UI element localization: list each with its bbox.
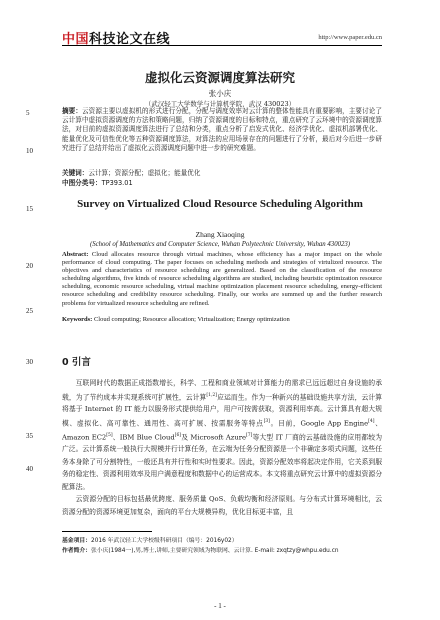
keywords-text: 云计算；资源分配；虚拟化；能量优化	[88, 169, 201, 177]
keywords-label: 关键词：	[62, 169, 89, 177]
citation[interactable]: [4]	[368, 418, 375, 424]
english-keywords	[62, 316, 382, 323]
classification-label: 中图分类号：	[62, 179, 102, 187]
line-number: 10	[26, 147, 33, 155]
text-run: 等大型 IT 厂商的云基础设施的应用都较为广泛。云计算系统一般执行大规模并行计算任务，在云端为任务分配资源是一个非确定多项式问题，这些任务本身除了可分割特性，一般还具有并行性和实时性要求。因此，资源分配效率将起决定作用，它关系到服务的稳定性、资源利用效率及用户满意程度和数据中心的运营成本。本文将重点研究云计算中的虚拟资源分配算法。	[62, 432, 382, 491]
citation[interactable]: [5]	[106, 432, 113, 438]
classification-value: TP393.01	[101, 179, 133, 187]
logo-black-text: 科技论文在线	[89, 32, 171, 47]
abstract-text: 云资源主要以虚拟机的形式进行分配，分配与调度效率对云计算的整体性能具有重要影响，主要讨论了云计算中虚拟资源调度的方法和策略问题，归纳了资源调度的目标和特点，重点研究了云环境中的资源调度算法，对目前的虚拟资源调度算法进行了总结和分类，重点分析了启发式优化、经济学优化、虚拟机部署优化、能量优化及可信性优化等五种资源调度算法，对算法的应用场景存在的问题进行了分析，最后对今后进一步研究进行了总结并给出了虚拟化云资源调度问题中进一步的研究难题。	[62, 107, 383, 152]
footnote-label: 基金项目：	[62, 538, 91, 544]
text-run: 应运而生。作为一种新兴的基础设施共享方法，云计算将基于 Internet 的 IT 能力以服务形式提供给用户，用户可按需获取，资源利用率高。云计算具有超大规模、虚拟化、高可靠性、通用性、高可扩展、按需服务等特点	[62, 392, 383, 428]
citation[interactable]: [6]	[174, 432, 182, 438]
footnote-text: 张小庆(1984一),男,博士,讲师,主要研究领域为物联网、云计算. E-mail: zxqtzy@whpu.edu.cn	[91, 548, 339, 554]
logo-red-text: 中国	[62, 32, 90, 47]
line-number: 20	[26, 262, 33, 270]
line-number: 35	[26, 432, 33, 440]
abstract-label: Abstract:	[62, 251, 89, 258]
chinese-abstract	[62, 107, 382, 153]
site-url[interactable]: http://www.paper.edu.cn	[318, 34, 382, 41]
text-run: 及 Microsoft Azure	[181, 432, 246, 441]
citation[interactable]: [7]	[245, 432, 253, 438]
english-author: Zhang Xiaoqing	[195, 230, 245, 239]
footnote-label: 作者简介：	[62, 548, 91, 554]
body-text	[62, 377, 382, 518]
text-run: 、IBM Blue Cloud	[112, 432, 175, 441]
chinese-author: 张小庆	[208, 89, 232, 98]
line-number: 40	[26, 465, 33, 473]
classification-number	[62, 177, 133, 187]
text-run: 、Amazon EC2	[62, 419, 383, 441]
line-number: 25	[26, 307, 33, 315]
text-run: 。目前，Google App Engine	[269, 419, 369, 428]
line-number: 15	[26, 205, 33, 213]
paragraph	[62, 377, 382, 493]
chinese-keywords	[62, 167, 200, 177]
footnote-rule	[62, 531, 152, 532]
section-heading: 0 引言	[62, 357, 91, 368]
keywords-label: Keywords:	[62, 316, 93, 323]
footnote-author	[62, 545, 392, 554]
page-number: - 1 -	[214, 602, 226, 610]
english-title: Survey on Virtualized Cloud Resource Scheduling Algorithm	[77, 198, 363, 210]
keywords-text: Cloud computing; Resource allocation; Virtualization; Energy optimization	[93, 316, 290, 323]
citation[interactable]: [3]	[263, 418, 270, 424]
text-run: 互联网时代的数据正成指数增长，科学、工程和商业领域对计算能力的需求已远远超过自身设施的承载，为了节约成本并实现系统可扩展性，云计算	[62, 379, 382, 401]
footnote-text: 2016 年武汉轻工大学校级科研项目（编号：2016y02）	[91, 538, 238, 544]
chinese-title: 虚拟化云资源调度算法研究	[144, 70, 295, 85]
paragraph: 云资源分配的目标包括最优跨度、服务质量 QoS、负载均衡和经济原则。与分布式计算环境相比，云资源分配的资源环境更加复杂，面向的平台大规模异构，优化目标更丰富，且	[62, 495, 382, 516]
english-abstract	[62, 251, 382, 308]
abstract-text: Cloud allocates resource through virtual machines, whose efficiency has a major impact on the whole performance of cloud computing. The paper focuses on scheduling methods and strategies of virtulized resource. The objectives and characteristics of resource scheduling are generalized. Based on the classification of the resource scheduling algorithms, five kinds of resource scheduling algorithms are studied, including heuristic optimization resource scheduling, economic resource scheduling, virtual machine optimization placement resource scheduling, energy-efficient resource scheduling and credibility resource scheduling. Finally, our works are summed up and the further research problems for virtualized resource scheduling are refined.	[62, 251, 382, 307]
citation[interactable]: [1,2]	[206, 392, 218, 398]
line-number: 5	[26, 109, 30, 117]
header-rule	[62, 45, 382, 46]
chinese-affiliation: （武汉轻工大学数学与计算机学院，武汉 430023）	[144, 100, 296, 108]
footnote-fund	[62, 535, 392, 544]
english-affiliation: (School of Mathematics and Computer Science, Wuhan Polytechnic University, Wuhan 430023)	[89, 241, 351, 248]
line-number: 30	[26, 358, 33, 366]
abstract-label: 摘要：	[62, 107, 83, 115]
